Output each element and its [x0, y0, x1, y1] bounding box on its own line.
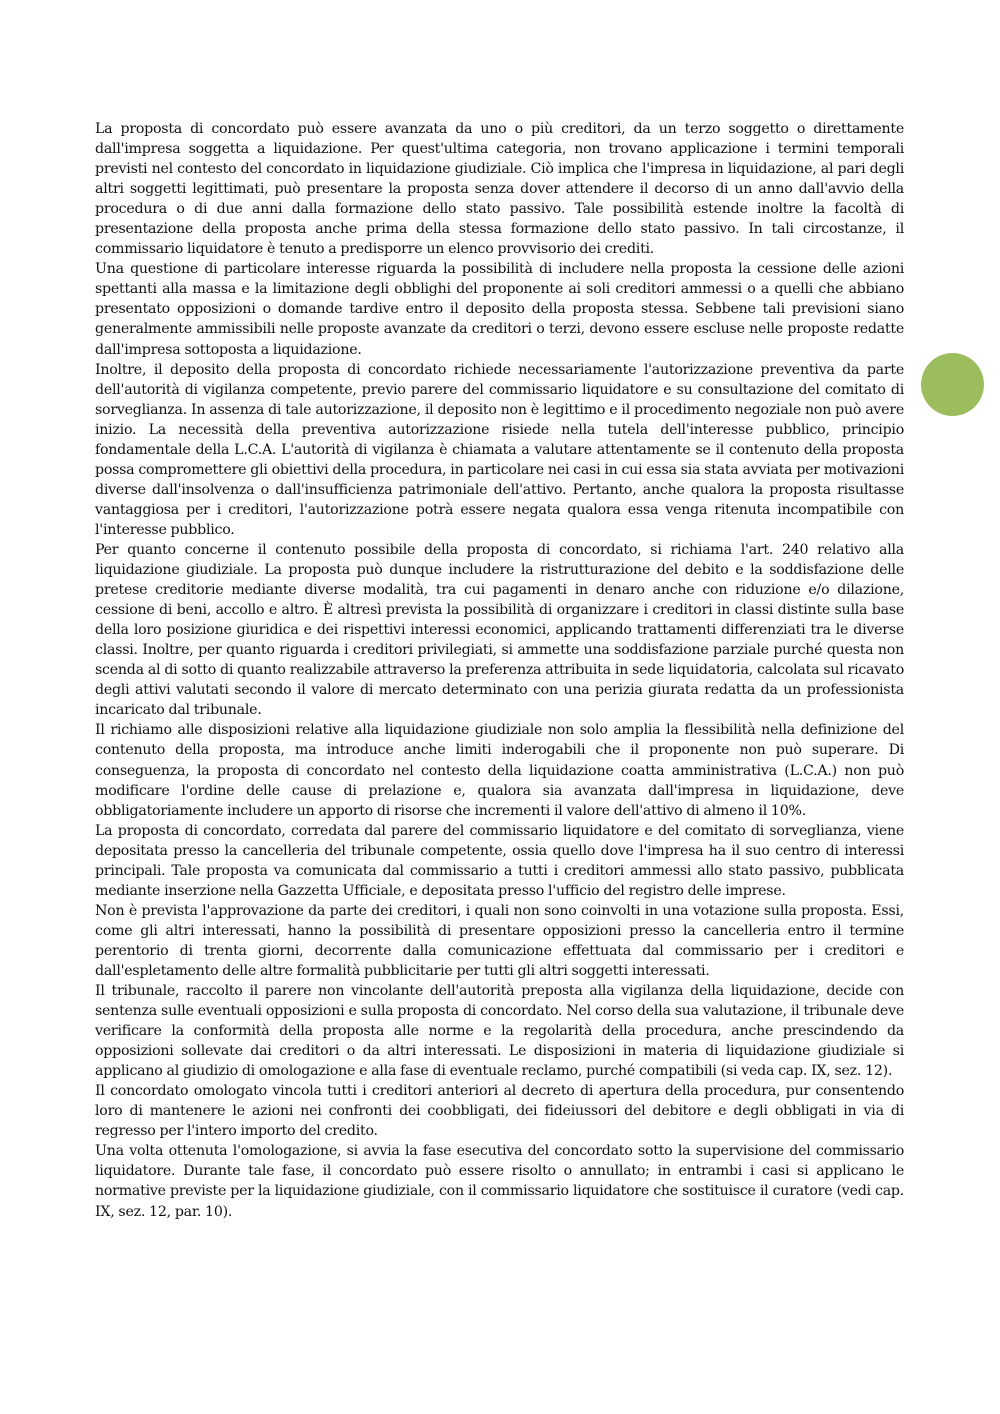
paragraph: Per quanto concerne il contenuto possibile della proposta di concordato, si richiama l'art. 240 relativo alla liquidazione giudiziale. La proposta può dunque includere la ristrutturazione del debito e la soddisfazione delle pretese creditorie mediante diverse modalità, tra cui pagamenti in denaro anche con riduzione e/o dilazione, cessione di beni, accollo e altro. È altresì prevista la possibilità di organizzare i creditori in classi distinte sulla base della loro posizione giuridica e dei rispettivi interessi economici, applicando trattamenti differenziati tra le diverse classi. Inoltre, per quanto riguarda i creditori privilegiati, si ammette una soddisfazione parziale purché questa non scenda al di sotto di quanto realizzabile attraverso la preferenza attribuita in sede liquidatoria, calcolata sul ricavato degli attivi valutati secondo il valore di mercato determinato con una perizia giurata redatta da un professionista incaricato dal tribunale. — [95, 541, 904, 719]
paragraph: Una questione di particolare interesse riguarda la possibilità di includere nella proposta la cessione delle azioni spettanti alla massa e la limitazione degli obblighi del proponente ai soli creditori ammessi o a quelli che abbiano presentato opposizioni o domande tardive entro il deposito della proposta stessa. Sebbene tali previsioni siano generalmente ammissibili nelle proposte avanzate da creditori o terzi, devono essere escluse nelle proposte redatte dall'impresa sottoposta a liquidazione. — [95, 261, 904, 358]
paragraph: Il richiamo alle disposizioni relative alla liquidazione giudiziale non solo amplia la flessibilità nella definizione del contenuto della proposta, ma introduce anche limiti inderogabili che il proponente non può superare. Di conseguenza, la proposta di concordato nel contesto della liquidazione coatta amministrativa (L.C.A.) non può modificare l'ordine delle cause di prelazione e, qualora sia avanzata dall'impresa in liquidazione, deve obbligatoriamente includere un apporto di risorse che incrementi il valore dell'attivo di almeno il 10%. — [95, 722, 904, 819]
paragraph: Il concordato omologato vincola tutti i creditori anteriori al decreto di apertura della procedura, pur consentendo loro di mantenere le azioni nei confronti dei coobbligati, dei fideiussori del debitore e degli obbligati in via di regresso per l'intero importo del credito. — [95, 1083, 904, 1140]
document-body — [95, 119, 904, 1222]
paragraph: La proposta di concordato, corredata dal parere del commissario liquidatore e del comitato di sorveglianza, viene depositata presso la cancelleria del tribunale competente, ossia quello dove l'impresa ha il suo centro di interessi principali. Tale proposta va comunicata dal commissario a tutti i creditori ammessi allo stato passivo, pubblicata mediante inserzione nella Gazzetta Ufficiale, e depositata presso l'ufficio del registro delle imprese. — [95, 822, 904, 899]
green-circle-marker — [921, 353, 984, 416]
paragraph: Una volta ottenuta l'omologazione, si avvia la fase esecutiva del concordato sotto la supervisione del commissario liquidatore. Durante tale fase, il concordato può essere risolto o annullato; in entrambi i casi si applicano le normative previste per la liquidazione giudiziale, con il commissario liquidatore che sostituisce il curatore (vedi cap. IX, sez. 12, par. 10). — [95, 1143, 904, 1220]
paragraph: Non è prevista l'approvazione da parte dei creditori, i quali non sono coinvolti in una votazione sulla proposta. Essi, come gli altri interessati, hanno la possibilità di presentare opposizioni presso la cancelleria entro il termine perentorio di trenta giorni, decorrente dalla comunicazione effettuata dal commissario per i creditori e dall'espletamento delle altre formalità pubblicitarie per tutti gli altri soggetti interessati. — [95, 902, 904, 979]
paragraph: Il tribunale, raccolto il parere non vincolante dell'autorità preposta alla vigilanza della liquidazione, decide con sentenza sulle eventuali opposizioni e sulla proposta di concordato. Nel corso della sua valutazione, il tribunale deve verificare la conformità della proposta alle norme e la regolarità della procedura, anche prescindendo da opposizioni sollevate dai creditori o da altri interessati. Le disposizioni in materia di liquidazione giudiziale si applicano al giudizio di omologazione e alla fase di eventuale reclamo, purché compatibili (si veda cap. IX, sez. 12). — [95, 983, 904, 1080]
paragraph: La proposta di concordato può essere avanzata da uno o più creditori, da un terzo soggetto o direttamente dall'impresa soggetta a liquidazione. Per quest'ultima categoria, non trovano applicazione i termini temporali previsti nel contesto del concordato in liquidazione giudiziale. Ciò implica che l'impresa in liquidazione, al pari degli altri soggetti legittimati, può presentare la proposta senza dover attendere il decorso di un anno dall'avvio della procedura o di due anni dalla formazione dello stato passivo. Tale possibilità estende inoltre la facoltà di presentazione della proposta anche prima della stessa formazione dello stato passivo. In tali circostanze, il commissario liquidatore è tenuto a predisporre un elenco provvisorio dei crediti. — [95, 121, 904, 258]
paragraph: Inoltre, il deposito della proposta di concordato richiede necessariamente l'autorizzazione preventiva da parte dell'autorità di vigilanza competente, previo parere del commissario liquidatore e su consultazione del comitato di sorveglianza. In assenza di tale autorizzazione, il deposito non è legittimo e il procedimento negoziale non può avere inizio. La necessità della preventiva autorizzazione risiede nella tutela dell'interesse pubblico, principio fondamentale della L.C.A. L'autorità di vigilanza è chiamata a valutare attentamente se il contenuto della proposta possa compromettere gli obiettivi della procedura, in particolare nei casi in cui essa sia stata avviata per motivazioni diverse dall'insolvenza o dall'insufficienza patrimoniale dell'attivo. Pertanto, anche qualora la proposta risultasse vantaggiosa per i creditori, l'autorizzazione potrà essere negata qualora essa venga ritenuta incompatibile con l'interesse pubblico. — [95, 361, 904, 538]
